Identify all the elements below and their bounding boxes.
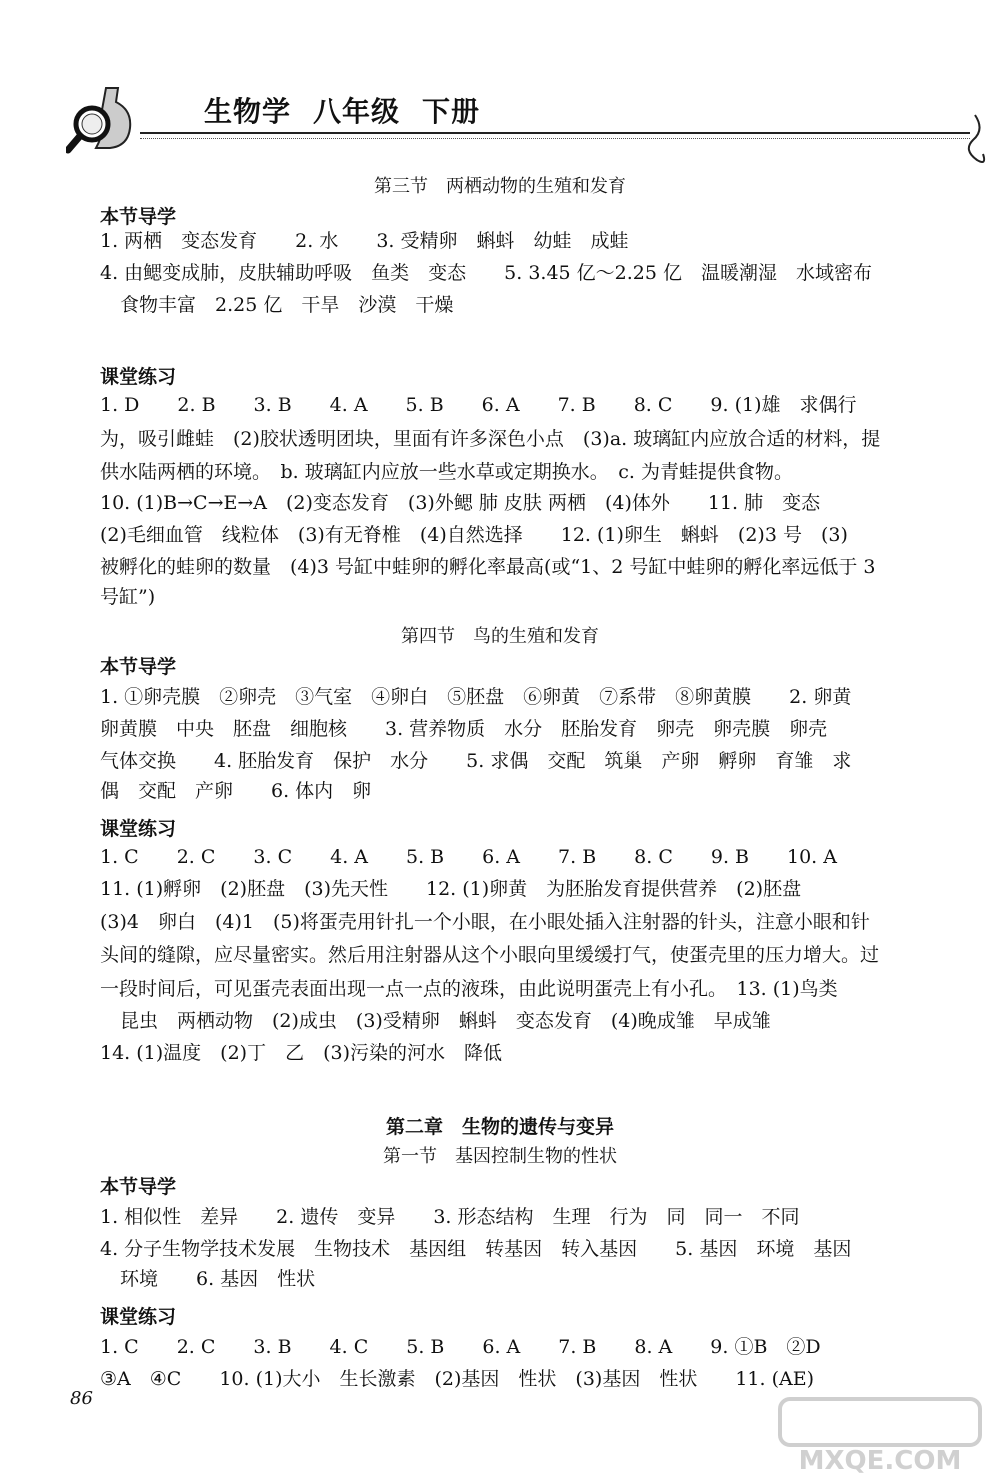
text-line: (2)毛细血管 线粒体 (3)有无脊椎 (4)自然选择 12. (1)卵生 蝌蚪 (2)3 号 (3): [100, 524, 848, 546]
page-header: [60, 50, 980, 160]
text-line: 被孵化的蛙卵的数量 (4)3 号缸中蛙卵的孵化率最高(或“1、2 号缸中蛙卵的孵化率远低于 3: [100, 556, 876, 578]
watermark-logo: [770, 1395, 990, 1475]
section-title: 第四节 鸟的生殖和发育: [401, 626, 599, 647]
chapter-title: 第二章 生物的遗传与变异: [385, 1116, 614, 1138]
page-number: 86: [70, 1388, 93, 1409]
text-line: 卵黄膜 中央 胚盘 细胞核 3. 营养物质 水分 胚胎发育 卵壳 卵壳膜 卵壳: [100, 718, 828, 740]
book-volume: 下册: [422, 95, 481, 128]
practice-heading: 课堂练习: [100, 818, 177, 840]
text-line: ③A ④C 10. (1)大小 生长激素 (2)基因 性状 (3)基因 性状 11. (AE): [100, 1368, 814, 1390]
text-line: 1. ①卵壳膜 ②卵壳 ③气室 ④卵白 ⑤胚盘 ⑥卵黄 ⑦系带 ⑧卵黄膜 2. 卵黄: [100, 686, 852, 708]
section-title: 第一节 基因控制生物的性状: [383, 1146, 617, 1167]
text-line: 1. D 2. B 3. B 4. A 5. B 6. A 7. B 8. C 9. (1)雄 求偶行: [100, 394, 857, 416]
text-line: 食物丰富 2.25 亿 干旱 沙漠 干燥: [120, 294, 454, 316]
text-line: 11. (1)孵卵 (2)胚盘 (3)先天性 12. (1)卵黄 为胚胎发育提供营养 (2)胚盘: [100, 878, 802, 900]
text-line: 偶 交配 产卵 6. 体内 卵: [100, 780, 372, 802]
guide-heading: 本节导学: [100, 206, 177, 228]
text-line: 头间的缝隙，应尽量密实。然后用注射器从这个小眼向里缓缓打气，使蛋壳里的压力增大。过: [100, 944, 880, 966]
text-line: 1. 相似性 差异 2. 遗传 变异 3. 形态结构 生理 行为 同 同一 不同: [100, 1206, 800, 1228]
book-grade: 八年级: [313, 95, 401, 128]
text-line: 1. 两栖 变态发育 2. 水 3. 受精卵 蝌蚪 幼蛙 成蛙: [100, 230, 629, 252]
text-line: 供水陆两栖的环境。 b. 玻璃缸内应放一些水草或定期换水。 c. 为青蛙提供食物。: [100, 461, 793, 483]
header-rule: [140, 132, 970, 134]
section-title: 第三节 两栖动物的生殖和发育: [374, 176, 626, 197]
text-line: 环境 6. 基因 性状: [120, 1268, 316, 1290]
practice-heading: 课堂练习: [100, 366, 177, 388]
text-line: 1. C 2. C 3. C 4. A 5. B 6. A 7. B 8. C 9. B 10. A: [100, 846, 837, 868]
text-line: 一段时间后，可见蛋壳表面出现一点一点的液珠，由此说明蛋壳上有小孔。 13. (1)鸟类: [100, 978, 838, 1000]
guide-heading: 本节导学: [100, 656, 177, 678]
swirl-ornament-icon: [955, 110, 995, 170]
magnifier-flask-logo-icon: [66, 80, 142, 156]
text-line: 号缸”): [100, 586, 156, 608]
watermark-text: MXQE.COM: [798, 1446, 962, 1475]
text-line: 为，吸引雌蛙 (2)胶状透明团块，里面有许多深色小点 (3)a. 玻璃缸内应放合适的材料，提: [100, 428, 881, 450]
text-line: 1. C 2. C 3. B 4. C 5. B 6. A 7. B 8. A 9. ①B ②D: [100, 1336, 821, 1358]
text-line: 气体交换 4. 胚胎发育 保护 水分 5. 求偶 交配 筑巢 产卵 孵卵 育雏 求: [100, 750, 852, 772]
guide-heading: 本节导学: [100, 1176, 177, 1198]
text-line: (3)4 卵白 (4)1 (5)将蛋壳用针扎一个小眼，在小眼处插入注射器的针头，注意小眼和针: [100, 911, 870, 933]
header-rule-dotted: [140, 138, 970, 139]
practice-heading: 课堂练习: [100, 1306, 177, 1328]
book-subject: 生物学: [204, 95, 292, 128]
text-line: 4. 分子生物学技术发展 生物技术 基因组 转基因 转入基因 5. 基因 环境 基因: [100, 1238, 852, 1260]
text-line: 10. (1)B→C→E→A (2)变态发育 (3)外鳃 肺 皮肤 两栖 (4)体外 11. 肺 变态: [100, 492, 821, 514]
book-title: [204, 90, 502, 130]
text-line: 昆虫 两栖动物 (2)成虫 (3)受精卵 蝌蚪 变态发育 (4)晚成雏 早成雏: [120, 1010, 771, 1032]
text-line: 4. 由鳃变成肺，皮肤辅助呼吸 鱼类 变态 5. 3.45 亿～2.25 亿 温暖潮湿 水域密布: [100, 262, 873, 284]
text-line: 14. (1)温度 (2)丁 乙 (3)污染的河水 降低: [100, 1042, 502, 1064]
